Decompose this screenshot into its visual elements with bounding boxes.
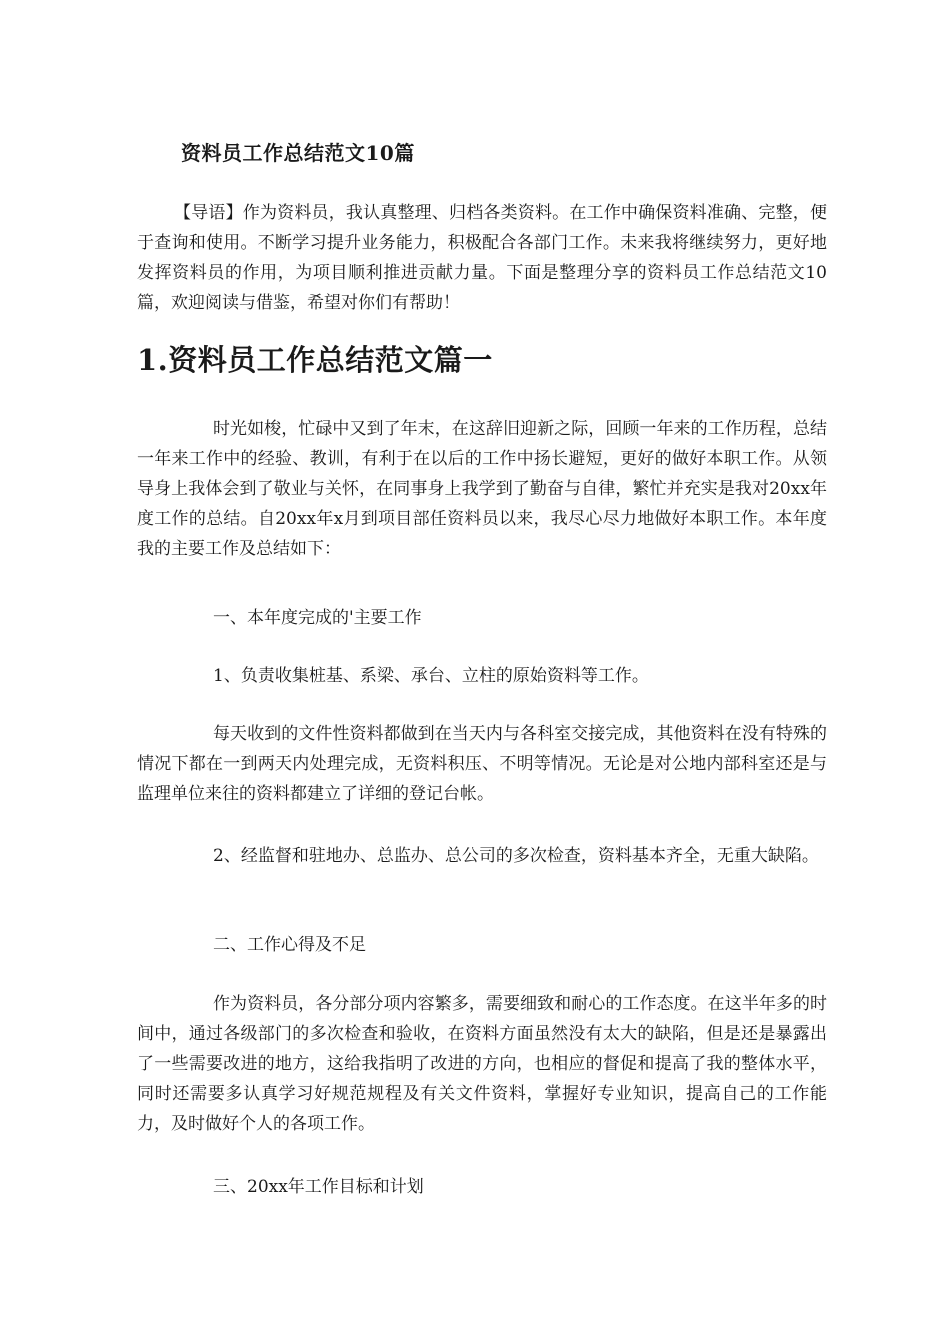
body-paragraph: 二、工作心得及不足: [213, 935, 366, 955]
body-paragraph: 1、负责收集桩基、系梁、承台、立柱的原始资料等工作。: [213, 666, 649, 686]
body-paragraph: 时光如梭，忙碌中又到了年末，在这辞旧迎新之际，回顾一年来的工作历程，总结一年来工作中的经验、教训，有利于在以后的工作中扬长避短，更好的做好本职工作。从领导身上我体会到了敬业与关怀，在同事身上我学到了勤奋与自律，繁忙并充实是我对20xx年度工作的总结。自20xx年x月到项目部任资料员以来，我尽心尽力地做好本职工作。本年度我的主要工作及总结如下：: [137, 419, 827, 559]
intro-paragraph: 【导语】作为资料员，我认真整理、归档各类资料。在工作中确保资料准确、完整，便于查询和使用。不断学习提升业务能力，积极配合各部门工作。未来我将继续努力，更好地发挥资料员的作用，为项目顺利推进贡献力量。下面是整理分享的资料员工作总结范文10篇，欢迎阅读与借鉴，希望对你们有帮助！: [137, 203, 827, 313]
body-paragraph: 2、经监督和驻地办、总监办、总公司的多次检查，资料基本齐全，无重大缺陷。: [213, 846, 819, 866]
body-paragraph: 每天收到的文件性资料都做到在当天内与各科室交接完成，其他资料在没有特殊的情况下都在一到两天内处理完成，无资料积压、不明等情况。无论是对公地内部科室还是与监理单位来往的资料都建立了详细的登记台帐。: [137, 724, 827, 804]
body-paragraph: 三、20xx年工作目标和计划: [213, 1177, 424, 1197]
section-heading: 1.资料员工作总结范文篇一: [137, 343, 493, 377]
body-paragraph: 作为资料员，各分部分项内容繁多，需要细致和耐心的工作态度。在这半年多的时间中，通过各级部门的多次检查和验收，在资料方面虽然没有太大的缺陷，但是还是暴露出了一些需要改进的地方，这给我指明了改进的方向，也相应的督促和提高了我的整体水平，同时还需要多认真学习好规范规程及有关文件资料，掌握好专业知识，提高自己的工作能力，及时做好个人的各项工作。: [137, 994, 827, 1134]
document-title: 资料员工作总结范文10篇: [181, 141, 415, 165]
body-paragraph: 一、本年度完成的'主要工作: [213, 608, 422, 628]
